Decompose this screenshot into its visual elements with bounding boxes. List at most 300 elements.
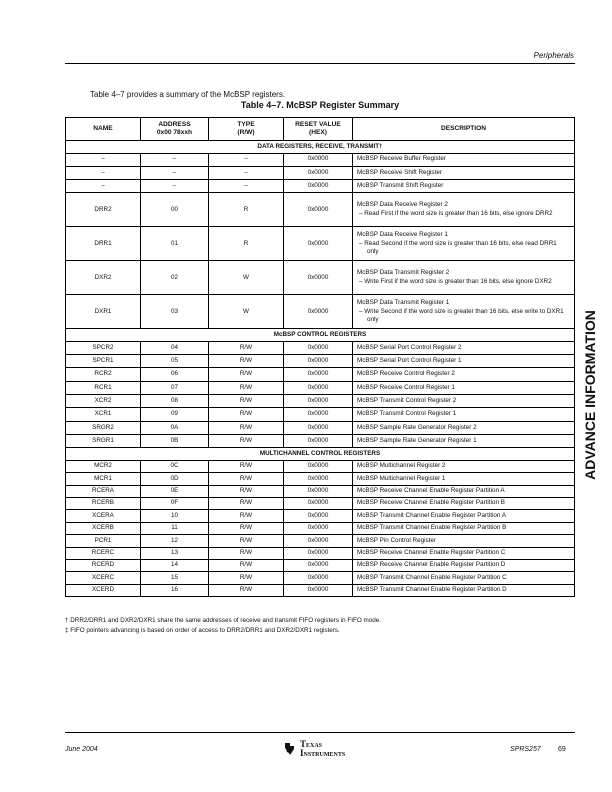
register-name-cell [66, 547, 141, 559]
table-title: Table 4–7. McBSP Register Summary [240, 100, 400, 110]
reset-value-cell [284, 559, 353, 571]
register-name-cell [66, 355, 141, 368]
address-cell [141, 341, 209, 354]
register-name-cell [66, 572, 141, 584]
register-name: SRGR1 [92, 436, 114, 444]
type-cell [209, 355, 284, 368]
description-cell [353, 434, 575, 447]
column-header-label: RESET VALUE [295, 120, 341, 128]
address: 0C [170, 462, 179, 470]
description: McBSP Data Transmit Register 1 [357, 299, 450, 307]
reset-value: 0x0000 [307, 168, 329, 176]
register-name: MCR1 [94, 474, 112, 482]
reset-value-cell [284, 497, 353, 509]
address: 10 [170, 511, 178, 519]
section-title: MULTICHANNEL CONTROL REGISTERS [66, 448, 575, 461]
description-cell [353, 408, 575, 421]
register-name-cell [66, 485, 141, 497]
type-cell [209, 547, 284, 559]
reset-value-cell [284, 434, 353, 447]
description: McBSP Transmit Shift Register [357, 182, 444, 190]
reset-value-cell [284, 395, 353, 408]
address: 05 [170, 357, 178, 365]
register-name: – [101, 182, 105, 190]
address: 09 [170, 410, 178, 418]
description: McBSP Receive Shift Register [357, 168, 442, 176]
description-cell [353, 180, 575, 193]
type: R/W [239, 573, 253, 581]
reset-value: 0x0000 [307, 370, 329, 378]
table-row [66, 295, 575, 329]
description-note: – Write Second if the word size is greater than 16 bits, else write to DXR1 only [359, 307, 564, 324]
table-row [66, 395, 575, 408]
reset-value-cell [284, 341, 353, 354]
reset-value: 0x0000 [307, 410, 329, 418]
address-cell [141, 227, 209, 261]
column-header-sub: (R/W) [237, 129, 255, 136]
address: 00 [170, 205, 178, 213]
register-name: XCR2 [94, 397, 112, 405]
reset-value: 0x0000 [307, 343, 329, 351]
description-cell [353, 368, 575, 381]
register-name-cell [66, 180, 141, 193]
table-row [66, 166, 575, 179]
description: McBSP Receive Channel Enable Register Partition C [357, 548, 506, 556]
section-row [66, 448, 575, 461]
register-name-cell [66, 193, 141, 227]
description-cell [353, 295, 575, 329]
table-row [66, 460, 575, 472]
reset-value: 0x0000 [307, 273, 329, 281]
type: R/W [239, 487, 253, 495]
description: McBSP Receive Channel Enable Register Partition D [357, 561, 506, 569]
register-name-cell [66, 559, 141, 571]
register-name-cell [66, 408, 141, 421]
table-row [66, 261, 575, 295]
register-name-cell [66, 227, 141, 261]
address: 0A [170, 423, 179, 431]
address: 15 [170, 573, 178, 581]
register-name-cell [66, 395, 141, 408]
register-name: SRGR2 [92, 423, 114, 431]
type: W [243, 307, 249, 315]
register-name: DXR2 [94, 273, 112, 281]
address: 02 [170, 273, 178, 281]
address-cell [141, 193, 209, 227]
reset-value-cell [284, 261, 353, 295]
description: McBSP Sample Rate Generator Register 1 [357, 436, 477, 444]
type-cell [209, 408, 284, 421]
type: R/W [239, 548, 253, 556]
address-cell [141, 522, 209, 534]
type: R/W [239, 462, 253, 470]
register-name: SPCR2 [92, 343, 114, 351]
register-name: MCR2 [94, 462, 112, 470]
type: – [244, 182, 248, 190]
table-row [66, 485, 575, 497]
description: McBSP Receive Channel Enable Register Partition B [357, 499, 505, 507]
footer-rule [65, 732, 575, 733]
address-cell [141, 355, 209, 368]
column-header-label: DESCRIPTION [440, 124, 487, 132]
table-row [66, 473, 575, 485]
reset-value-cell [284, 408, 353, 421]
type-cell [209, 510, 284, 522]
description: McBSP Pin Control Register [357, 536, 436, 544]
register-name-cell [66, 261, 141, 295]
register-name: RCERD [91, 561, 115, 569]
address-cell [141, 584, 209, 596]
table-row [66, 547, 575, 559]
address: 0B [170, 436, 179, 444]
type: R/W [239, 370, 253, 378]
type: R/W [239, 423, 253, 431]
description: McBSP Transmit Channel Enable Register Partition D [357, 586, 507, 594]
address-cell [141, 572, 209, 584]
reset-value-cell [284, 473, 353, 485]
register-name: RCERC [91, 548, 115, 556]
type-cell [209, 368, 284, 381]
type-cell [209, 166, 284, 179]
type-cell [209, 584, 284, 596]
description-cell [353, 584, 575, 596]
description-cell [353, 166, 575, 179]
register-name-cell [66, 535, 141, 547]
column-header-sub: 0x00 78xxh [156, 129, 193, 136]
reset-value-cell [284, 535, 353, 547]
table-row [66, 497, 575, 509]
description: McBSP Transmit Control Register 2 [357, 397, 457, 405]
reset-value-cell [284, 180, 353, 193]
address: 08 [170, 397, 178, 405]
address-cell [141, 368, 209, 381]
description-cell [353, 421, 575, 434]
type-cell [209, 497, 284, 509]
description: McBSP Transmit Channel Enable Register Partition A [357, 511, 506, 519]
type-cell [209, 381, 284, 394]
header-rule [65, 63, 575, 64]
register-name: DXR1 [94, 307, 112, 315]
address: 12 [170, 536, 178, 544]
reset-value: 0x0000 [307, 548, 329, 556]
column-header [284, 118, 353, 141]
address-cell [141, 559, 209, 571]
description-cell [353, 522, 575, 534]
reset-value-cell [284, 368, 353, 381]
table-row [66, 535, 575, 547]
type-cell [209, 460, 284, 472]
column-header-label: ADDRESS [158, 120, 191, 128]
type-cell [209, 227, 284, 261]
reset-value: 0x0000 [307, 357, 329, 365]
column-header-label: NAME [93, 124, 113, 132]
type: R/W [239, 561, 253, 569]
address: – [172, 168, 177, 176]
column-header [353, 118, 575, 141]
address-cell [141, 434, 209, 447]
type: R/W [239, 524, 253, 532]
reset-value: 0x0000 [307, 423, 329, 431]
address: 01 [170, 239, 178, 247]
reset-value-cell [284, 572, 353, 584]
description-cell [353, 510, 575, 522]
description: McBSP Data Receive Register 2 [357, 201, 448, 209]
reset-value: 0x0000 [307, 524, 329, 532]
description: McBSP Receive Control Register 2 [357, 370, 455, 378]
description-cell [353, 395, 575, 408]
table-row [66, 559, 575, 571]
register-name-cell [66, 153, 141, 166]
type: R/W [239, 343, 253, 351]
register-name-cell [66, 497, 141, 509]
type: R/W [239, 357, 253, 365]
type-cell [209, 261, 284, 295]
register-name: XCERC [91, 573, 115, 581]
type: R/W [239, 410, 253, 418]
register-name: SPCR1 [92, 357, 114, 365]
column-header-sub: (HEX) [309, 129, 327, 136]
reset-value-cell [284, 355, 353, 368]
table-row [66, 355, 575, 368]
reset-value: 0x0000 [307, 182, 329, 190]
reset-value-cell [284, 584, 353, 596]
type: R/W [239, 586, 253, 594]
description-cell [353, 261, 575, 295]
type: R/W [239, 511, 253, 519]
type-cell [209, 421, 284, 434]
description-note: – Read First if the word size is greater than 16 bits, else ignore DRR2 [359, 209, 553, 217]
address-cell [141, 460, 209, 472]
register-name-cell [66, 166, 141, 179]
reset-value-cell [284, 166, 353, 179]
register-name: XCERB [92, 524, 114, 532]
description-cell [353, 473, 575, 485]
description: McBSP Multichannel Register 1 [357, 474, 446, 482]
type: R/W [239, 499, 253, 507]
register-name-cell [66, 584, 141, 596]
register-name-cell [66, 295, 141, 329]
type: – [244, 155, 248, 163]
section-row [66, 329, 575, 342]
description: McBSP Transmit Channel Enable Register Partition B [357, 524, 507, 532]
address-cell [141, 535, 209, 547]
page-number: 69 [558, 746, 566, 753]
table-row [66, 572, 575, 584]
section-row [66, 141, 575, 154]
description: McBSP Serial Port Control Register 2 [357, 343, 462, 351]
type-cell [209, 485, 284, 497]
address-cell [141, 166, 209, 179]
type-cell [209, 535, 284, 547]
description-cell [353, 572, 575, 584]
footnote-2: ‡ FIFO pointers advancing is based on order of access to DRR2/DRR1 and DXR2/DXR1 registers. [65, 627, 340, 634]
description: McBSP Serial Port Control Register 1 [357, 357, 462, 365]
type-cell [209, 434, 284, 447]
description: McBSP Data Transmit Register 2 [357, 269, 450, 277]
address: 13 [170, 548, 178, 556]
register-name-cell [66, 522, 141, 534]
type: R [243, 205, 249, 213]
description: McBSP Receive Channel Enable Register Partition A [357, 487, 505, 495]
reset-value: 0x0000 [307, 499, 329, 507]
description: McBSP Multichannel Register 2 [357, 462, 446, 470]
register-name: XCR1 [94, 410, 112, 418]
address-cell [141, 395, 209, 408]
reset-value-cell [284, 522, 353, 534]
description-cell [353, 193, 575, 227]
type: W [243, 273, 249, 281]
type-cell [209, 522, 284, 534]
register-name: XCERD [91, 586, 115, 594]
running-header: Peripherals [533, 51, 574, 60]
table-row [66, 180, 575, 193]
register-name: RCERB [91, 499, 115, 507]
description: McBSP Data Receive Register 1 [357, 231, 448, 239]
description: McBSP Sample Rate Generator Register 2 [357, 423, 477, 431]
register-name: – [101, 155, 105, 163]
footnote-1: † DRR2/DRR1 and DXR2/DXR1 share the same addresses of receive and transmit FIFO registers in FIFO mode. [65, 617, 382, 624]
footer-date: June 2004 [65, 746, 98, 753]
address: 06 [170, 370, 178, 378]
column-header-label: TYPE [237, 120, 255, 128]
address-cell [141, 408, 209, 421]
address: 04 [170, 343, 178, 351]
address-cell [141, 381, 209, 394]
register-name: DRR1 [94, 239, 112, 247]
section-title: DATA REGISTERS, RECEIVE, TRANSMIT† [66, 141, 575, 154]
address-cell [141, 510, 209, 522]
address: 07 [170, 383, 178, 391]
address-cell [141, 497, 209, 509]
register-name-cell [66, 460, 141, 472]
address-cell [141, 153, 209, 166]
type-cell [209, 295, 284, 329]
reset-value-cell [284, 381, 353, 394]
type-cell [209, 193, 284, 227]
register-name: RCR1 [94, 383, 112, 391]
table-row [66, 434, 575, 447]
address: 16 [170, 586, 178, 594]
address: 0E [170, 487, 179, 495]
address-cell [141, 421, 209, 434]
register-name-cell [66, 381, 141, 394]
type: – [244, 168, 248, 176]
description-cell [353, 460, 575, 472]
register-name-cell [66, 341, 141, 354]
reset-value: 0x0000 [307, 397, 329, 405]
reset-value: 0x0000 [307, 436, 329, 444]
section-title: McBSP CONTROL REGISTERS [66, 329, 575, 342]
reset-value-cell [284, 485, 353, 497]
reset-value-cell [284, 547, 353, 559]
footer-doc-number: SPRS257 [510, 746, 541, 753]
table-row [66, 421, 575, 434]
ti-logo-icon [283, 742, 297, 756]
column-header [66, 118, 141, 141]
register-name-cell [66, 434, 141, 447]
register-name-cell [66, 368, 141, 381]
type-cell [209, 473, 284, 485]
reset-value-cell [284, 193, 353, 227]
address-cell [141, 180, 209, 193]
address-cell [141, 261, 209, 295]
reset-value: 0x0000 [307, 462, 329, 470]
column-header [209, 118, 284, 141]
reset-value: 0x0000 [307, 573, 329, 581]
type: R [243, 239, 249, 247]
description: McBSP Transmit Control Register 1 [357, 410, 457, 418]
description-cell [353, 355, 575, 368]
reset-value: 0x0000 [307, 383, 329, 391]
reset-value: 0x0000 [307, 239, 329, 247]
table-row [66, 522, 575, 534]
description-note: – Write First if the word size is greater than 16 bits, else ignore DXR2 [359, 277, 552, 285]
description: McBSP Receive Control Register 1 [357, 383, 455, 391]
description-note: – Read Second if the word size is greater than 16 bits, else read DRR1 only [359, 239, 557, 256]
reset-value-cell [284, 460, 353, 472]
address: 14 [170, 561, 178, 569]
type-cell [209, 180, 284, 193]
address-cell [141, 473, 209, 485]
register-name: – [101, 168, 105, 176]
type: R/W [239, 474, 253, 482]
reset-value-cell [284, 421, 353, 434]
reset-value-cell [284, 227, 353, 261]
description-cell [353, 381, 575, 394]
address: – [172, 182, 177, 190]
description-cell [353, 547, 575, 559]
register-name: RCR2 [94, 370, 112, 378]
reset-value-cell [284, 295, 353, 329]
table-row [66, 584, 575, 596]
table-row [66, 227, 575, 261]
table-row [66, 381, 575, 394]
register-name: XCERA [92, 511, 114, 519]
type-cell [209, 559, 284, 571]
reset-value: 0x0000 [307, 561, 329, 569]
description-cell [353, 559, 575, 571]
intro-text: Table 4–7 provides a summary of the McBSP registers. [90, 90, 286, 99]
address: 03 [170, 307, 178, 315]
type-cell [209, 572, 284, 584]
type: R/W [239, 536, 253, 544]
reset-value: 0x0000 [307, 307, 329, 315]
register-name: RCERA [91, 487, 115, 495]
type: R/W [239, 383, 253, 391]
address-cell [141, 295, 209, 329]
register-name-cell [66, 473, 141, 485]
description: McBSP Receive Buffer Register [357, 155, 447, 163]
description-cell [353, 153, 575, 166]
reset-value-cell [284, 153, 353, 166]
register-name: PCR1 [94, 536, 112, 544]
register-table [65, 117, 575, 597]
table-row [66, 408, 575, 421]
type-cell [209, 153, 284, 166]
reset-value: 0x0000 [307, 487, 329, 495]
description-cell [353, 535, 575, 547]
address: 11 [171, 524, 178, 532]
description-cell [353, 341, 575, 354]
table-row [66, 153, 575, 166]
address-cell [141, 547, 209, 559]
register-name: DRR2 [94, 205, 112, 213]
table-row [66, 193, 575, 227]
type: R/W [239, 436, 253, 444]
address: – [172, 155, 177, 163]
reset-value: 0x0000 [307, 474, 329, 482]
side-label: ADVANCE INFORMATION [582, 310, 598, 480]
